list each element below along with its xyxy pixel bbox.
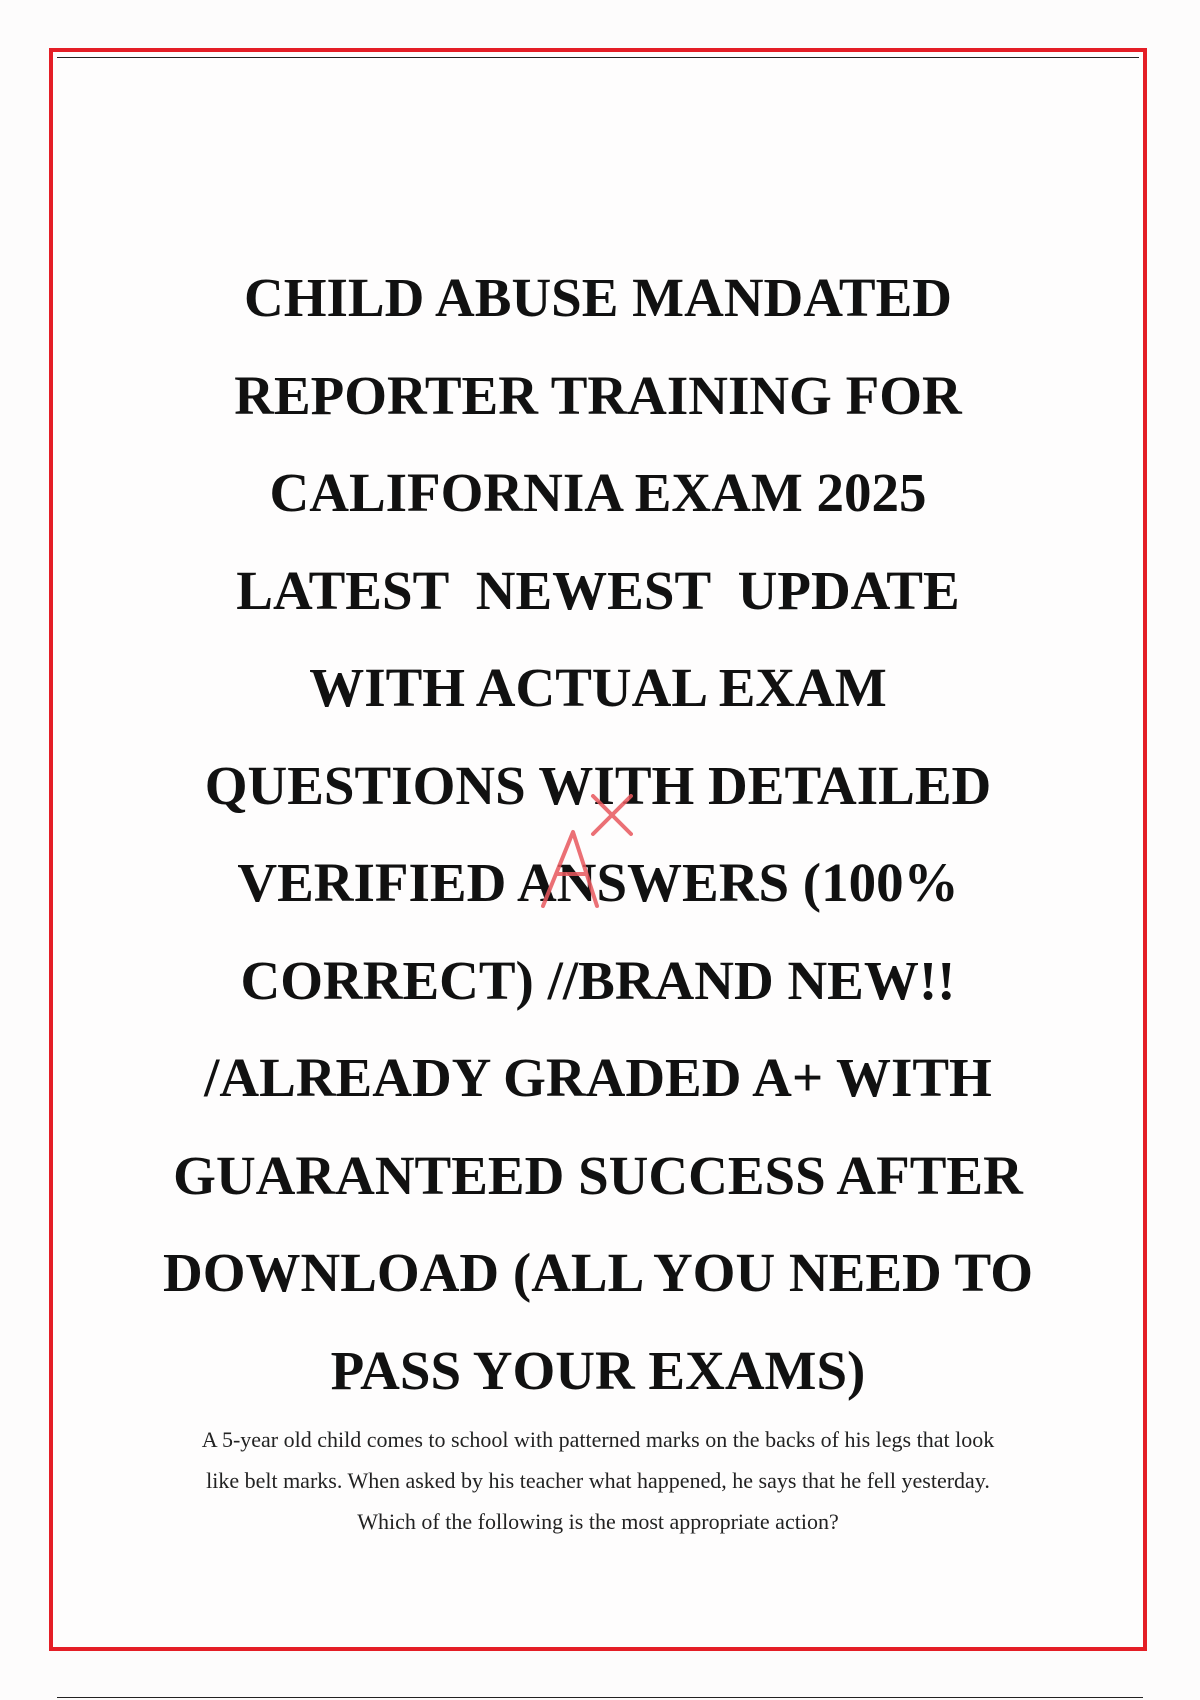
question-line: A 5-year old child comes to school with patterned marks on the backs of his legs that look bbox=[201, 1427, 995, 1452]
title-line: QUESTIONS WITH DETAILED bbox=[204, 754, 992, 816]
title-line: LATEST NEWEST UPDATE bbox=[236, 559, 960, 621]
title-line: REPORTER TRAINING FOR bbox=[234, 364, 962, 426]
title-line: CALIFORNIA EXAM 2025 bbox=[269, 462, 927, 523]
title-line: VERIFIED ANSWERS (100% bbox=[237, 852, 959, 913]
top-rule bbox=[57, 57, 1139, 58]
title-line: /ALREADY GRADED A+ WITH bbox=[204, 1047, 992, 1108]
title-line: CHILD ABUSE MANDATED bbox=[244, 267, 952, 328]
question-text bbox=[113, 1419, 1083, 1542]
title-line: DOWNLOAD (ALL YOU NEED TO bbox=[163, 1242, 1033, 1303]
bottom-rule bbox=[57, 1697, 1143, 1698]
a-plus-logo-icon bbox=[535, 788, 655, 918]
title-line: GUARANTEED SUCCESS AFTER bbox=[173, 1144, 1023, 1206]
title-line: WITH ACTUAL EXAM bbox=[309, 657, 887, 718]
title-line: CORRECT) //BRAND NEW!! bbox=[240, 949, 956, 1011]
question-line: like belt marks. When asked by his teacher what happened, he says that he fell yesterday. bbox=[206, 1468, 990, 1493]
question-line: Which of the following is the most appropriate action? bbox=[357, 1509, 839, 1534]
title-line: PASS YOUR EXAMS) bbox=[330, 1339, 866, 1401]
